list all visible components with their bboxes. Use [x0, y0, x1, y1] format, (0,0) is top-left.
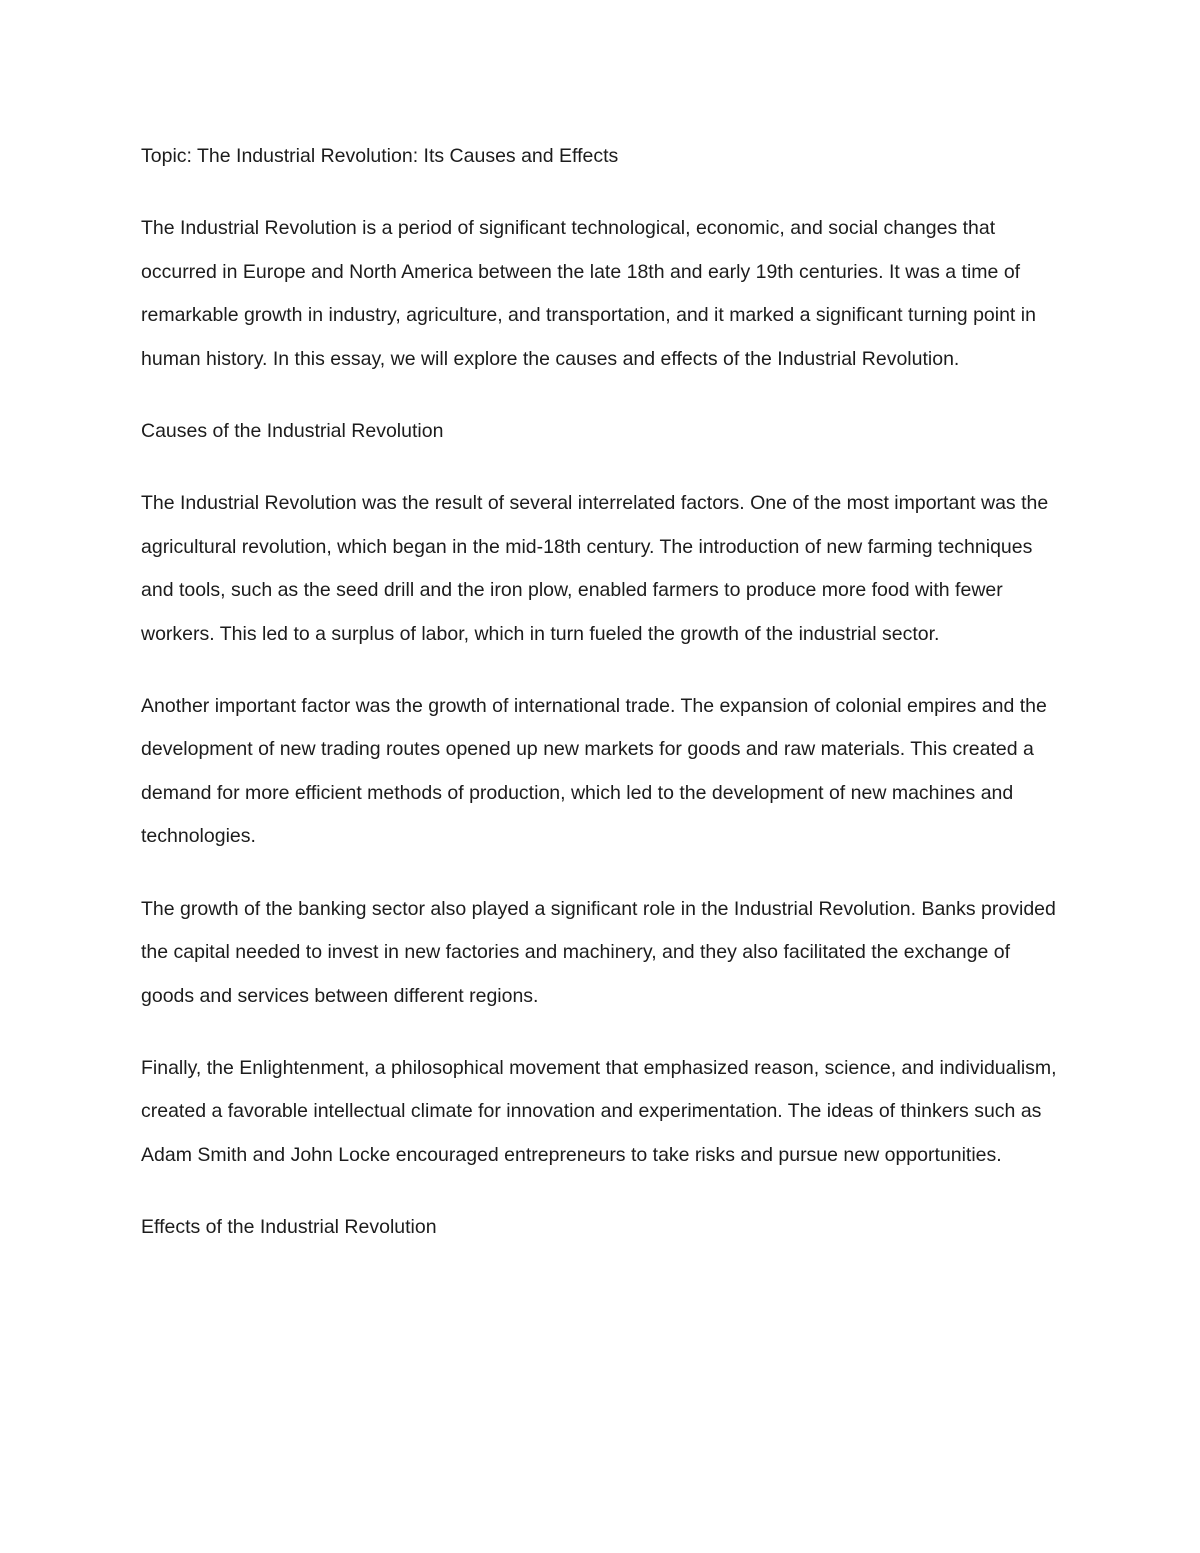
causes-heading: Causes of the Industrial Revolution [141, 420, 444, 443]
causes-paragraph-agricultural: The Industrial Revolution was the result of several interrelated factors. One of the most important was the agricultural revolution, which began in the mid-18th century. The introduction of new farming techniques and tools, such as the seed drill and the iron plow, enabled farmers to produce more food with fewer workers. This led to a surplus of labor, which in turn fueled the growth of the industrial sector. [141, 492, 1049, 645]
causes-paragraph-banking: The growth of the banking sector also played a significant role in the Industrial Revolution. Banks provided the capital needed to invest in new factories and machinery, and they also facilitated the exchange of goods and services between different regions. [141, 897, 1056, 1007]
effects-heading: Effects of the Industrial Revolution [141, 1216, 437, 1239]
topic-line: Topic: The Industrial Revolution: Its Causes and Effects [141, 145, 619, 167]
intro-paragraph: The Industrial Revolution is a period of significant technological, economic, and social changes that occurred in Europe and North America between the late 18th and early 19th centuries. It was a time of remarkable growth in industry, agriculture, and transportation, and it marked a significant turning point in human history. In this essay, we will explore the causes and effects of the Industrial Revolution. [141, 217, 1036, 370]
causes-paragraph-enlightenment: Finally, the Enlightenment, a philosophical movement that emphasized reason, science, and individualism, created a favorable intellectual climate for innovation and experimentation. The ideas of thinkers such as Adam Smith and John Locke encouraged entrepreneurs to take risks and pursue new opportunities. [141, 1056, 1057, 1166]
causes-paragraph-trade: Another important factor was the growth of international trade. The expansion of colonial empires and the development of new trading routes opened up new markets for goods and raw materials. This created a demand for more efficient methods of production, which led to the development of new machines and technologies. [141, 695, 1047, 848]
document-body [141, 135, 1061, 1279]
